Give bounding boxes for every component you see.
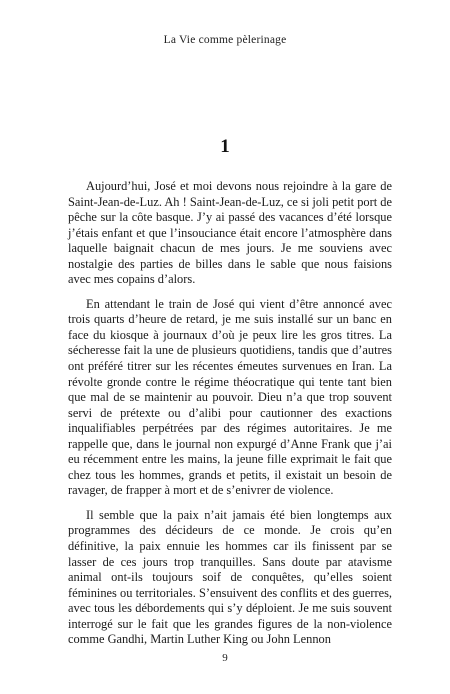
paragraph: Aujourd’hui, José et moi devons nous rejoindre à la gare de Saint-Jean-de-Luz. Ah ! Saint-Jean-de-Luz, ce si joli petit port de pêche sur la côte basque. J’y ai passé des vacances d’été lorsque j’étais enfant et que l’insouciance était encore l’atmosphère dans laquelle baignait chacun de mes jours. Je me souviens avec nostalgie des parties de billes dans le sable que nous faisions avec mes copains d’alors. [68,179,392,287]
paragraph: Il semble que la paix n’ait jamais été bien longtemps aux programmes des décideurs de ce monde. Je crois qu’en définitive, la paix ennuie les hommes car ils finissent par se lasser de ces jours trop tranquilles. Sans doute par atavisme animal ont-ils toujours soif de conquêtes, qu’elles soient féminines ou territoriales. S’ensuivent des conflits et des guerres, avec tous les débordements qui s’y déploient. Je me suis souvent interrogé sur le fait que les grandes figures de la non-violence comme Gandhi, Martin Luther King ou John Lennon [68,507,392,647]
body-text [68,179,392,657]
running-header: La Vie comme pèlerinage [163,34,287,46]
page-number: 9 [222,652,228,664]
paragraph: En attendant le train de José qui vient d’être annoncé avec trois quarts d’heure de retard, je me suis installé sur un banc en face du kiosque à journaux d’où je peux lire les gros titres. La sécheresse fait la une de plusieurs quotidiens, tandis que d’autres ont préféré titrer sur les récentes émeutes survenues en Iran. La révolte gronde contre le régime théocratique qui tente tant bien que mal de se maintenir au pouvoir. Dieu n’a que trop souvent servi de prétexte ou d’alibi pour cautionner des exactions inqualifiables perpétrées par des régimes autoritaires. Je me rappelle que, dans le journal non expurgé d’Anne Frank que j’ai eu récemment entre les mains, la jeune fille exprimait le fait que chez tous les hommes, grands et petits, il existait un besoin de ravager, de frapper à mort et de s’enivrer de violence. [68,296,392,498]
chapter-number: 1 [220,136,230,157]
